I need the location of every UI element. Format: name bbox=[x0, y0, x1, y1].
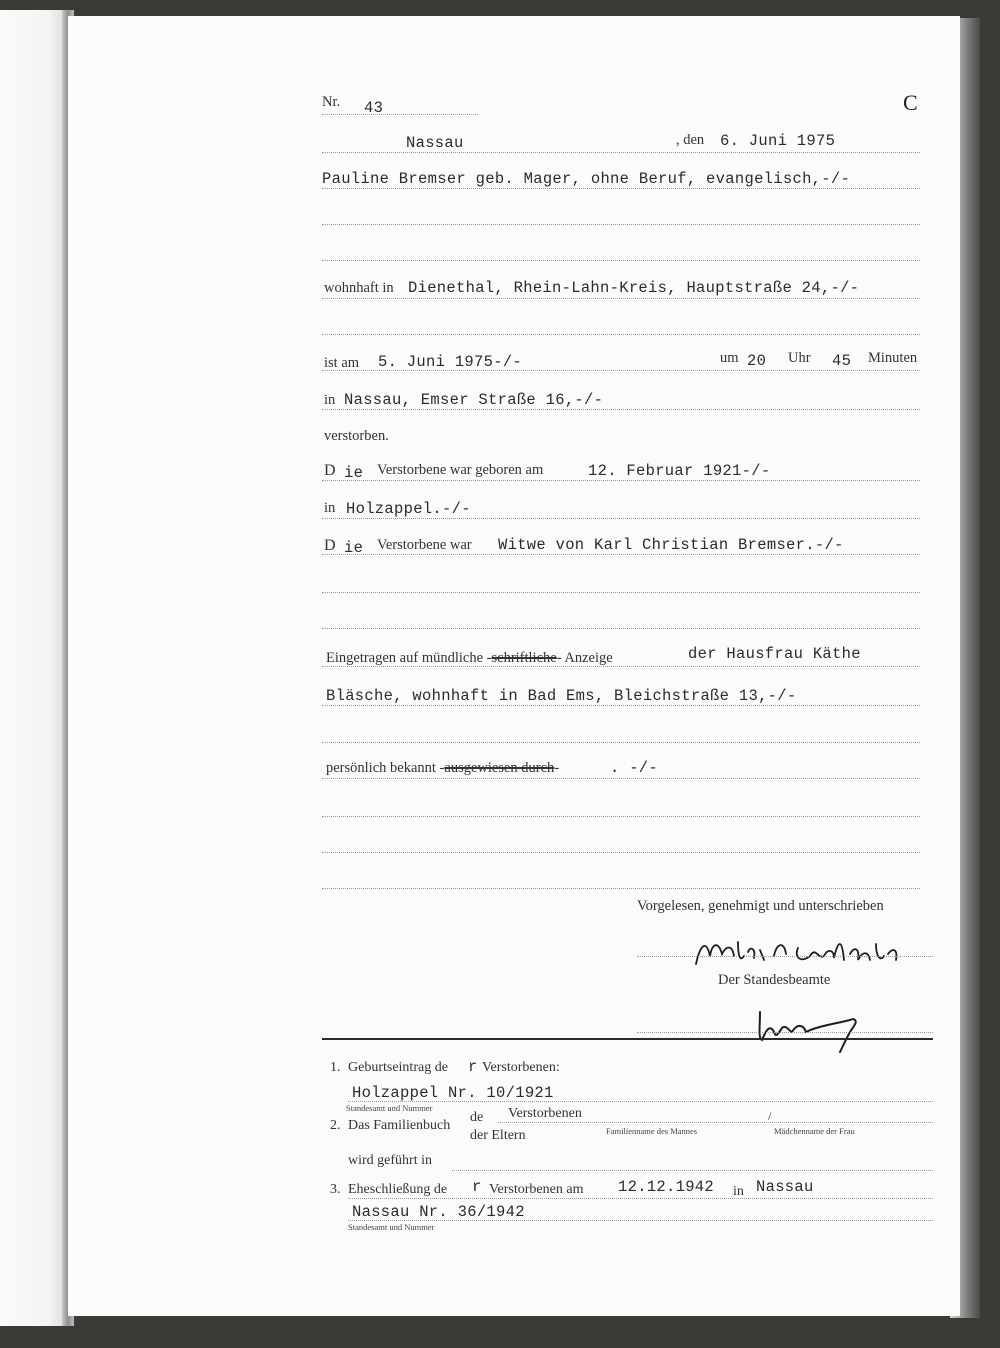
item1-label: Geburtseintrag de bbox=[348, 1060, 448, 1075]
death-minutes: 45 bbox=[832, 352, 852, 370]
nr-line bbox=[322, 114, 478, 115]
report-struck-option: schriftliche bbox=[491, 650, 557, 666]
item2-verstorbenen: Verstorbenen bbox=[508, 1106, 582, 1121]
line bbox=[322, 705, 920, 706]
nr-label: Nr. bbox=[322, 94, 341, 110]
birth-place: Holzappel.-/- bbox=[346, 500, 471, 518]
death-place-label: in bbox=[324, 392, 336, 408]
item2-de: de bbox=[470, 1110, 484, 1125]
identity-line bbox=[326, 760, 559, 777]
birth-d-prefix: D bbox=[324, 462, 336, 479]
line bbox=[498, 1122, 933, 1123]
report-line bbox=[326, 650, 613, 667]
residence-label: wohnhaft in bbox=[324, 280, 394, 296]
marriage-place: Nassau bbox=[756, 1178, 814, 1196]
line bbox=[452, 1170, 933, 1171]
death-date: 5. Juni 1975-/- bbox=[378, 353, 523, 371]
date-prefix: , den bbox=[676, 132, 705, 148]
item2-number: 2. bbox=[330, 1118, 341, 1133]
item1-r: r bbox=[468, 1058, 478, 1076]
item3-label: Eheschließung de bbox=[348, 1182, 448, 1197]
death-place: Nassau, Emser Straße 16,-/- bbox=[344, 391, 604, 409]
line bbox=[322, 742, 920, 743]
left-book-page bbox=[0, 10, 70, 1326]
register-page bbox=[68, 16, 960, 1316]
line bbox=[322, 188, 920, 189]
minuten-label: Minuten bbox=[868, 350, 918, 366]
read-approved-label: Vorgelesen, genehmigt und unterschrieben bbox=[637, 898, 884, 914]
entry-date: 6. Juni 1975 bbox=[720, 132, 836, 150]
report-label-2: - Anzeige bbox=[556, 650, 613, 666]
line bbox=[322, 666, 920, 667]
item3-in: in bbox=[733, 1184, 744, 1199]
place-of-entry: Nassau bbox=[406, 134, 464, 152]
item3-r: r bbox=[472, 1178, 482, 1196]
registrar-signature bbox=[748, 998, 888, 1054]
line bbox=[322, 628, 920, 629]
death-date-label: ist am bbox=[324, 355, 360, 371]
line bbox=[637, 956, 933, 957]
report-value: der Hausfrau Käthe bbox=[688, 645, 861, 663]
line bbox=[322, 409, 920, 410]
report-line-2: Bläsche, wohnhaft in Bad Ems, Bleichstraße 13,-/- bbox=[326, 687, 797, 705]
status-d-suffix: ie bbox=[344, 539, 364, 557]
identity-suffix: - bbox=[554, 760, 560, 776]
identity-struck-option: ausgewiesen durch bbox=[444, 760, 555, 776]
line bbox=[348, 1101, 933, 1102]
status-label: Verstorbene war bbox=[377, 537, 472, 553]
item1-label-2: Verstorbenen: bbox=[482, 1060, 560, 1075]
line bbox=[322, 370, 920, 371]
item1-value: Holzappel Nr. 10/1921 bbox=[352, 1084, 554, 1102]
birth-d-suffix: ie bbox=[344, 464, 364, 482]
item3-caption: Standesamt und Nummer bbox=[348, 1222, 435, 1232]
death-hour: 20 bbox=[747, 352, 767, 370]
identity-value: . -/- bbox=[610, 759, 659, 777]
corner-letter: C bbox=[903, 90, 918, 115]
line bbox=[322, 518, 920, 519]
item1-caption: Standesamt und Nummer bbox=[346, 1103, 433, 1113]
item2-label: Das Familienbuch bbox=[348, 1118, 451, 1133]
report-label: Eingetragen auf mündliche - bbox=[326, 650, 492, 666]
marriage-date: 12.12.1942 bbox=[618, 1178, 715, 1196]
line bbox=[322, 224, 920, 225]
item3-value: Nassau Nr. 36/1942 bbox=[352, 1203, 525, 1221]
item2-caption-wife: Mädchenname der Frau bbox=[774, 1126, 855, 1136]
residence-value: Dienethal, Rhein-Lahn-Kreis, Hauptstraße 24,-/- bbox=[408, 279, 860, 297]
line bbox=[322, 260, 920, 261]
birth-date: 12. Februar 1921-/- bbox=[588, 462, 771, 480]
line bbox=[322, 592, 920, 593]
identity-label: persönlich bekannt - bbox=[326, 760, 445, 776]
item3-label-2: Verstorbenen am bbox=[489, 1182, 584, 1197]
line bbox=[637, 1032, 933, 1033]
um-label: um bbox=[720, 350, 739, 366]
verstorben-text: verstorben. bbox=[324, 428, 389, 444]
informant-signature bbox=[688, 926, 938, 974]
status-d-prefix: D bbox=[324, 537, 336, 554]
item2-label-2: wird geführt in bbox=[348, 1153, 432, 1168]
item3-number: 3. bbox=[330, 1182, 341, 1197]
entry-number: 43 bbox=[364, 99, 384, 117]
line bbox=[322, 554, 920, 555]
item2-caption-husband: Familienname des Mannes bbox=[606, 1126, 698, 1136]
line bbox=[322, 816, 920, 817]
line bbox=[322, 778, 920, 779]
header-line bbox=[322, 152, 920, 153]
separator-rule bbox=[322, 1038, 933, 1040]
item2-slash: / bbox=[768, 1109, 772, 1123]
line bbox=[322, 852, 920, 853]
deceased-name-line: Pauline Bremser geb. Mager, ohne Beruf, evangelisch,-/- bbox=[322, 170, 851, 188]
birth-place-label: in bbox=[324, 500, 336, 516]
line bbox=[322, 334, 920, 335]
item2-eltern: der Eltern bbox=[470, 1128, 526, 1143]
line bbox=[322, 888, 920, 889]
line bbox=[322, 298, 920, 299]
line bbox=[322, 480, 920, 481]
line bbox=[348, 1220, 933, 1221]
registrar-label: Der Standesbeamte bbox=[718, 972, 831, 988]
uhr-label: Uhr bbox=[788, 350, 811, 366]
birth-label: Verstorbene war geboren am bbox=[377, 462, 544, 478]
item1-number: 1. bbox=[330, 1060, 341, 1075]
line bbox=[348, 1198, 933, 1199]
status-value: Witwe von Karl Christian Bremser.-/- bbox=[498, 536, 844, 554]
